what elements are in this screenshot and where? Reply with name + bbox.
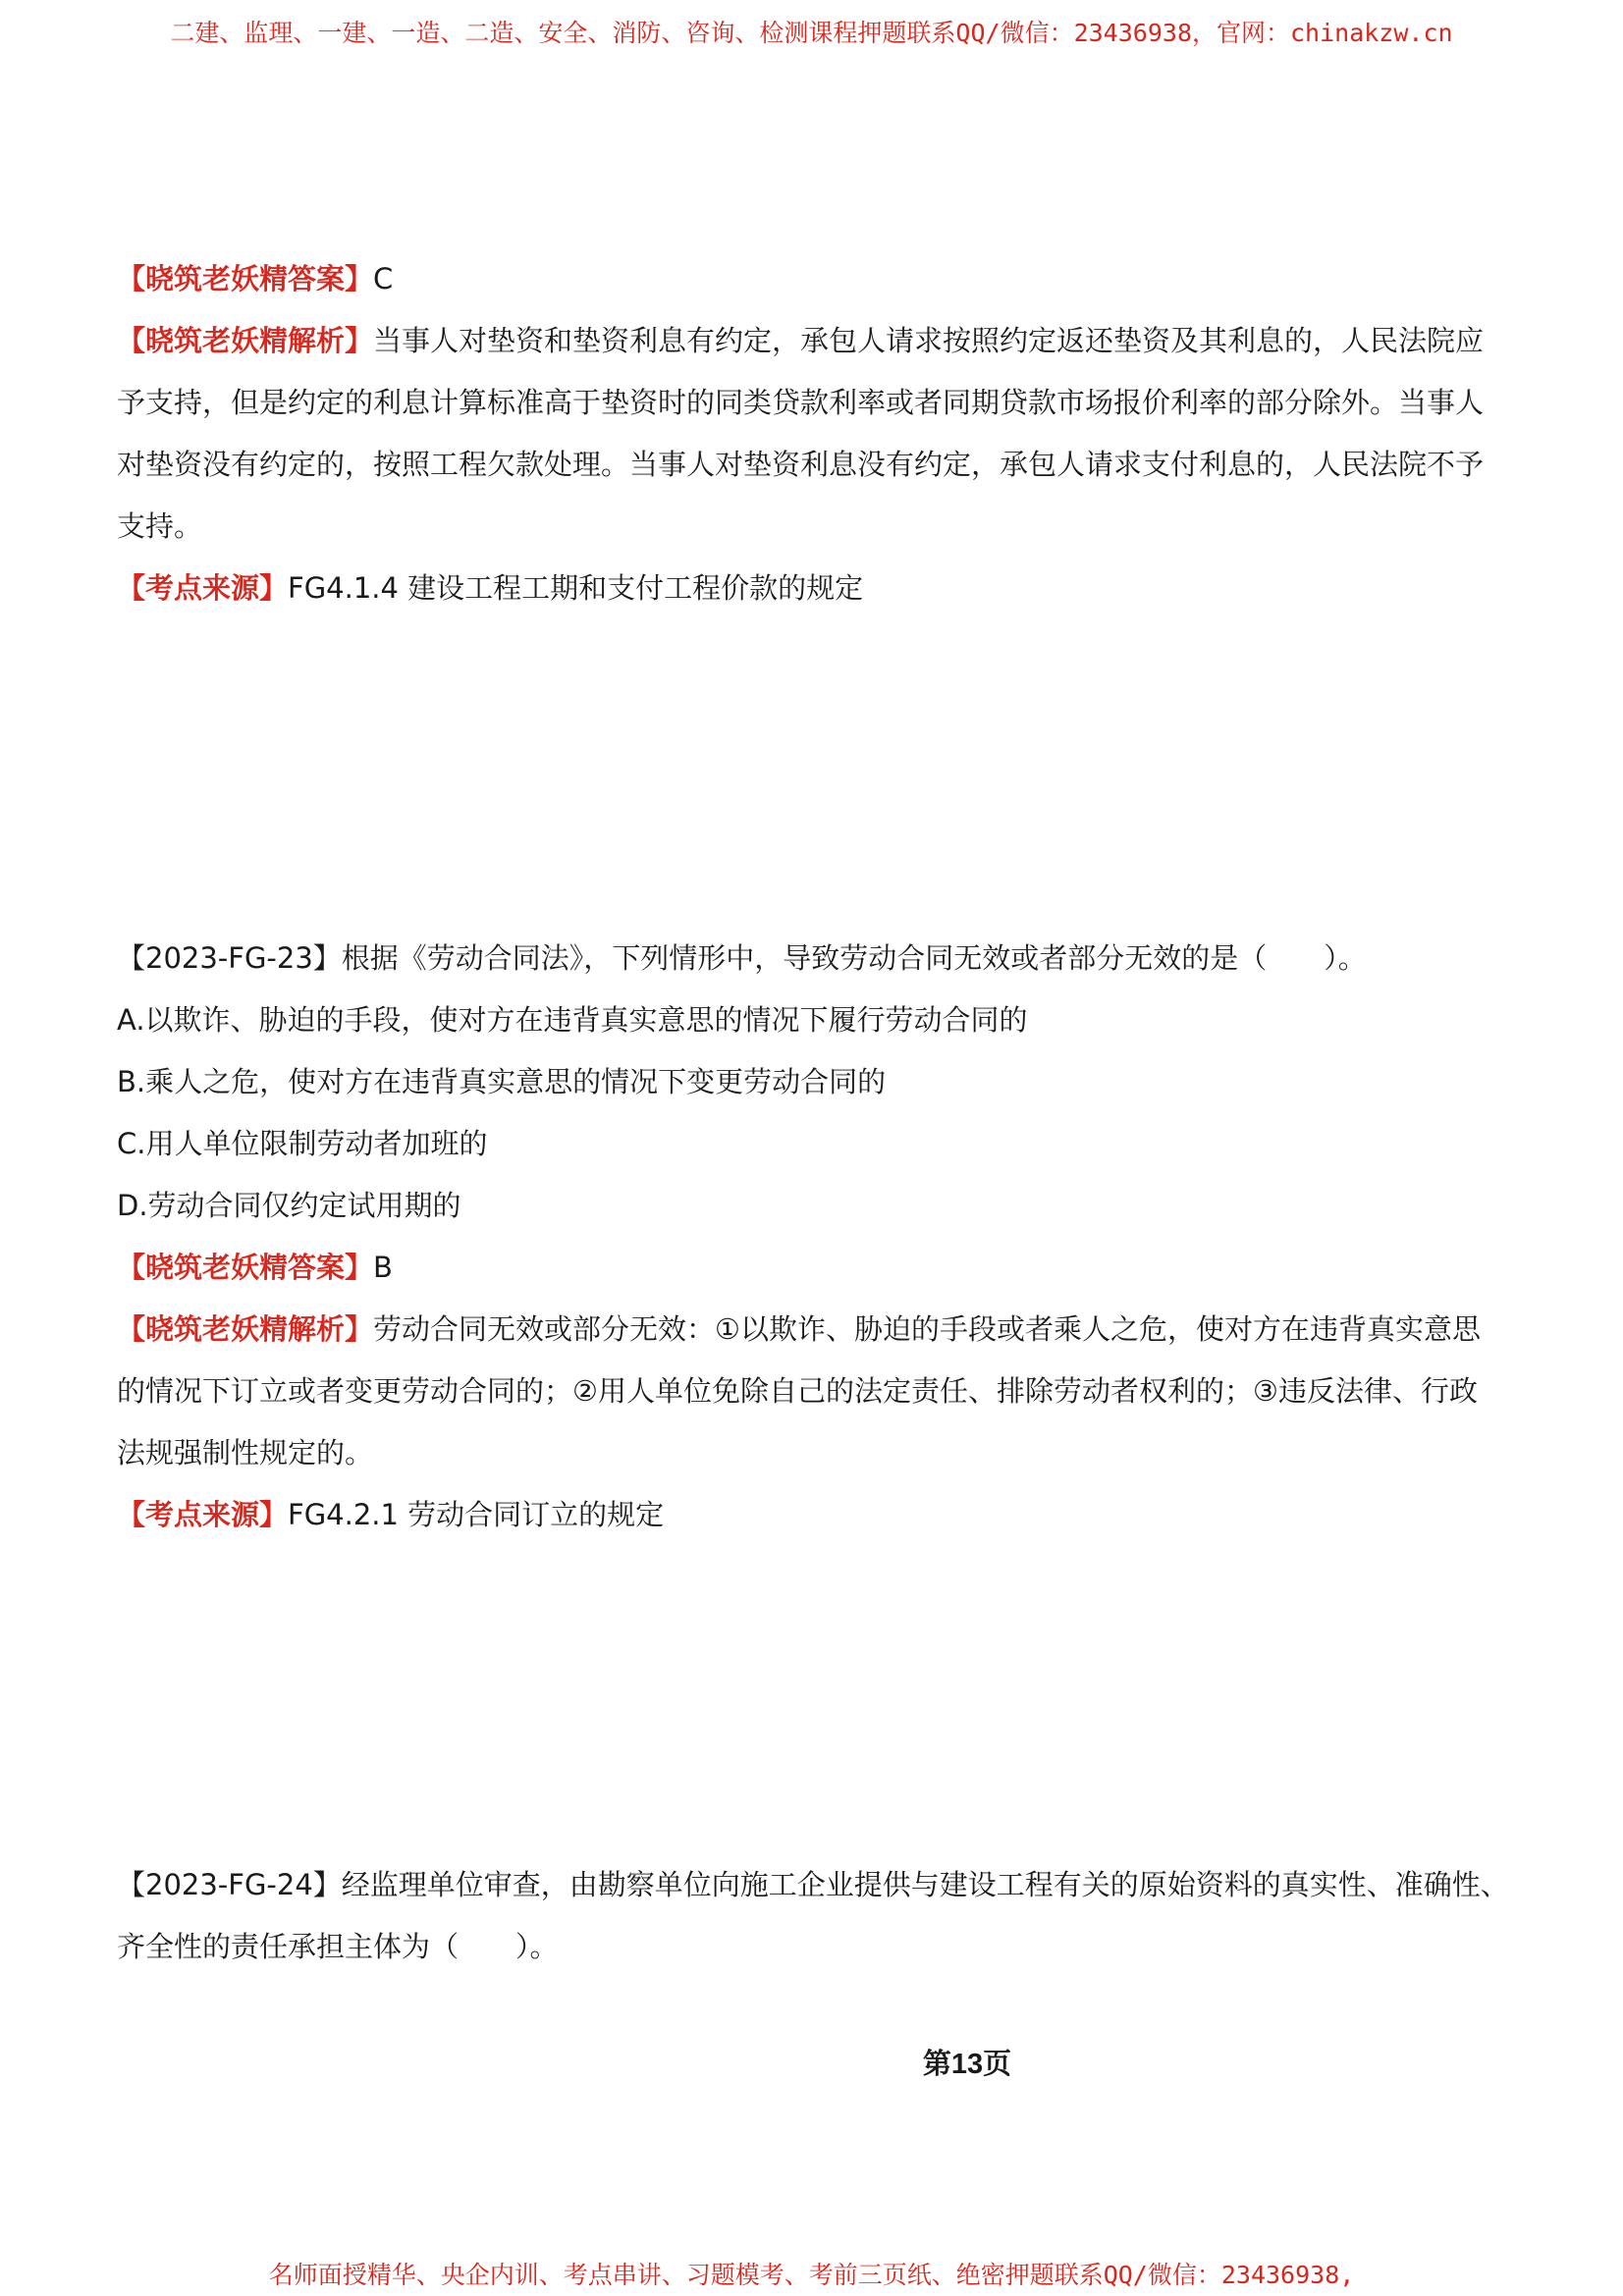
- source-label: 【考点来源】: [117, 1498, 289, 1531]
- analysis-line: 支持。: [117, 509, 203, 543]
- answer-label: 【晓筑老妖精答案】: [117, 262, 374, 295]
- analysis-line: 对垫资没有约定的，按照工程欠款处理。当事人对垫资利息没有约定，承包人请求支付利息的，人民法院不予: [117, 448, 1485, 481]
- analysis-line: [117, 321, 1484, 360]
- source-line: [117, 568, 863, 608]
- answer-label: 【晓筑老妖精答案】: [117, 1251, 374, 1284]
- option-d: D.劳动合同仅约定试用期的: [117, 1189, 461, 1222]
- source-text: FG4.2.1 劳动合同订立的规定: [288, 1498, 665, 1531]
- option-b: B.乘人之危，使对方在违背真实意思的情况下变更劳动合同的: [117, 1065, 887, 1098]
- option-a: A.以欺诈、胁迫的手段，使对方在违背真实意思的情况下履行劳动合同的: [117, 1003, 1028, 1037]
- analysis-label: 【晓筑老妖精解析】: [117, 324, 374, 357]
- source-label: 【考点来源】: [117, 571, 289, 605]
- analysis-line: 的情况下订立或者变更劳动合同的；②用人单位免除自己的法定责任、排除劳动者权利的；③违反法律、行政: [117, 1374, 1478, 1408]
- question-stem: 齐全性的责任承担主体为（ ）。: [117, 1930, 559, 1963]
- analysis-text: 当事人对垫资和垫资利息有约定，承包人请求按照约定返还垫资及其利息的，人民法院应: [373, 324, 1485, 357]
- answer-value: B: [373, 1251, 393, 1284]
- answer-line-2: [117, 1248, 393, 1287]
- answer-line-1: [117, 259, 393, 298]
- source-text: FG4.1.4 建设工程工期和支付工程价款的规定: [288, 571, 864, 605]
- footer-banner: 名师面授精华、央企内训、考点串讲、习题模考、考前三页纸、绝密押题联系QQ/微信：23436938,: [268, 2261, 1355, 2289]
- analysis-line: 予支持，但是约定的利息计算标准高于垫资时的同类贷款利率或者同期贷款市场报价利率的部分除外。当事人: [117, 386, 1485, 419]
- analysis-text: 劳动合同无效或部分无效：①以欺诈、胁迫的手段或者乘人之危，使对方在违背真实意思: [373, 1312, 1482, 1346]
- header-banner: 二建、监理、一建、一造、二造、安全、消防、咨询、检测课程押题联系QQ/微信：23436938，官网：chinakzw.cn: [170, 19, 1453, 47]
- question-stem: 【2023-FG-23】根据《劳动合同法》，下列情形中，导致劳动合同无效或者部分无效的是（ ）。: [117, 941, 1367, 975]
- source-line: [117, 1495, 664, 1534]
- analysis-line: [117, 1309, 1481, 1349]
- analysis-line: 法规强制性规定的。: [117, 1436, 374, 1469]
- option-c: C.用人单位限制劳动者加班的: [117, 1127, 488, 1160]
- question-stem: 【2023-FG-24】经监理单位审查，由勘察单位向施工企业提供与建设工程有关的原始资料的真实性、准确性、: [117, 1868, 1509, 1901]
- analysis-label: 【晓筑老妖精解析】: [117, 1312, 374, 1346]
- answer-value: C: [373, 262, 394, 295]
- page-number: 第13页: [922, 2049, 1012, 2080]
